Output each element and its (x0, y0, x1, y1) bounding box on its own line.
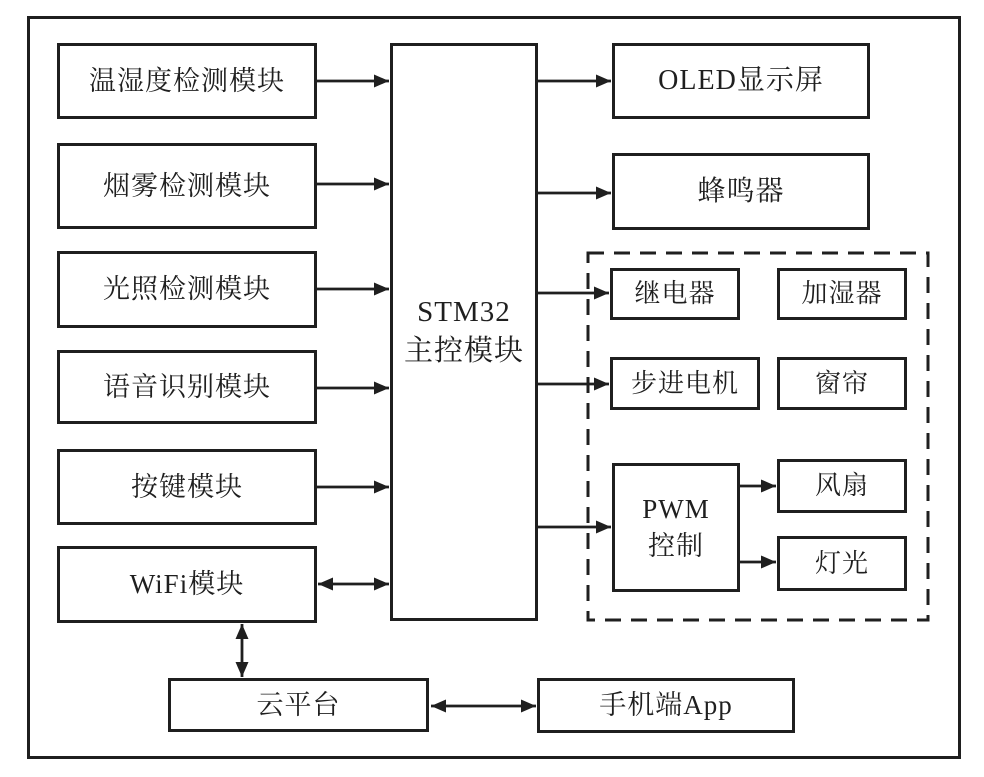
humidifier-label: 加湿器 (801, 279, 883, 309)
pwm-label-line1: PWM (642, 494, 710, 525)
box-pwm-control (612, 463, 740, 592)
cloud-platform-label: 云平台 (256, 689, 341, 720)
temp-humidity-label: 温湿度检测模块 (89, 65, 285, 96)
box-key-module (57, 449, 317, 525)
buzzer-label: 蜂鸣器 (697, 175, 785, 207)
light-detect-label: 光照检测模块 (103, 274, 271, 305)
box-stepper-motor (610, 357, 760, 410)
oled-label: OLED显示屏 (658, 65, 824, 97)
box-phone-app (537, 678, 795, 733)
stm32-label-line1: STM32 (417, 295, 511, 328)
box-fan (777, 459, 907, 513)
box-buzzer (612, 153, 870, 230)
smoke-label: 烟雾检测模块 (103, 170, 271, 201)
phone-app-label: 手机端App (599, 690, 733, 721)
box-curtain (777, 357, 907, 410)
box-smoke-module (57, 143, 317, 229)
wifi-label: WiFi模块 (129, 569, 245, 600)
box-cloud-platform (168, 678, 429, 732)
key-label: 按键模块 (131, 471, 243, 502)
pwm-control-label (642, 491, 710, 564)
box-oled-display (612, 43, 870, 119)
stm32-label-line2: 主控模块 (403, 335, 524, 367)
relay-label: 继电器 (634, 279, 716, 309)
box-temp-humidity-module (57, 43, 317, 119)
pwm-label-line2: 控制 (647, 530, 704, 561)
stm32-mcu-label (404, 293, 524, 371)
voice-label: 语音识别模块 (103, 371, 271, 402)
stepper-motor-label: 步进电机 (630, 368, 739, 398)
fan-label: 风扇 (814, 471, 869, 501)
curtain-label: 窗帘 (814, 368, 869, 398)
box-wifi-module (57, 546, 317, 623)
box-light-output (777, 536, 907, 591)
box-relay (610, 268, 740, 320)
box-stm32-mcu (390, 43, 538, 621)
box-light-detect-module (57, 251, 317, 328)
light-output-label: 灯光 (814, 548, 869, 578)
box-humidifier (777, 268, 907, 320)
box-voice-module (57, 350, 317, 424)
